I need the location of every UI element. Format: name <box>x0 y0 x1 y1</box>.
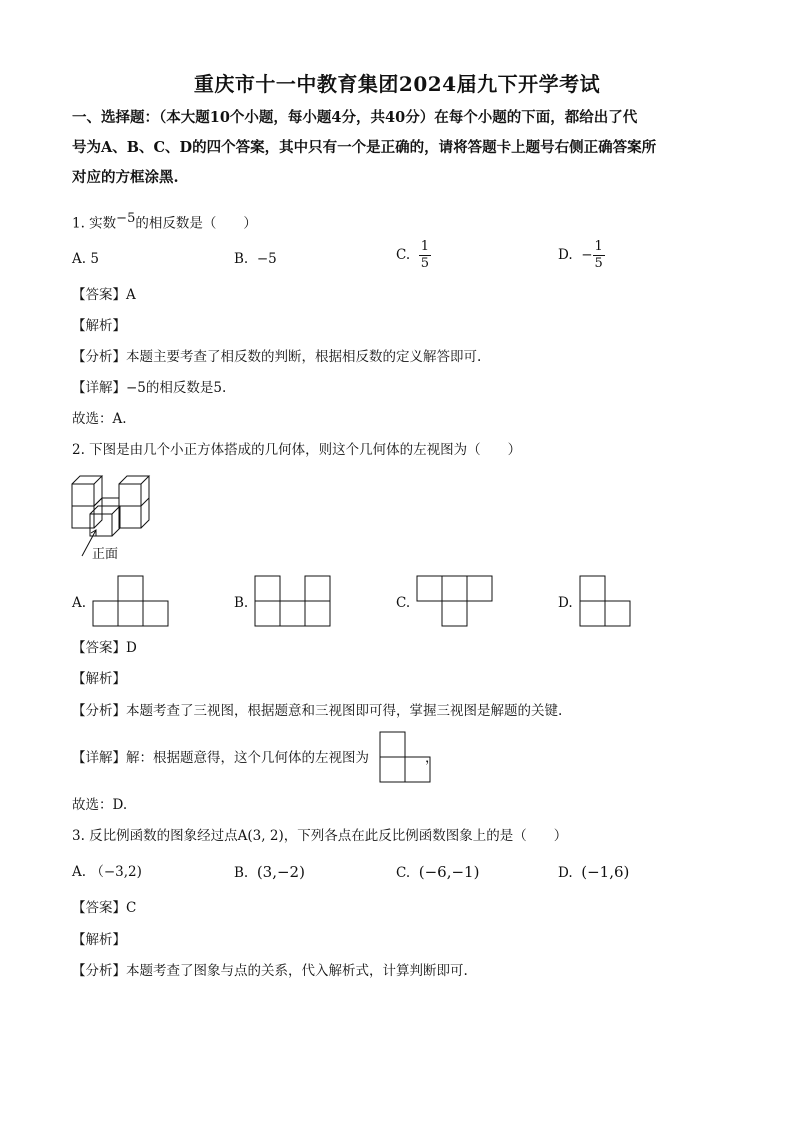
q3-analysis-label: 【解析】 <box>72 932 126 948</box>
q1-fenxi: 【分析】本题主要考查了相反数的判断，根据相反数的定义解答即可. <box>72 349 482 365</box>
q2-xiangjie-post: ， <box>425 750 439 766</box>
q1-xiangjie: 【详解】−5的相反数是5. <box>72 380 227 396</box>
q1-stem <box>72 209 257 234</box>
q3-option-d-label: D. <box>558 865 573 881</box>
view-b-drawing <box>254 575 334 627</box>
section-heading-line2: 号为A、B、C、D的四个答案，其中只有一个是正确的，请将答题卡上题号右侧正确答案所 <box>72 139 657 156</box>
left-view-drawing <box>379 731 435 783</box>
section-heading-line3: 对应的方框涂黑. <box>72 169 179 186</box>
q3-fenxi: 【分析】本题考查了图象与点的关系，代入解析式，计算判断即可. <box>72 963 468 979</box>
q1-option-a: A. 5 <box>72 251 99 267</box>
view-c-drawing <box>416 575 496 627</box>
q2-option-b-label: B. <box>234 595 249 611</box>
q1-option-c <box>396 239 431 272</box>
q3-option-b-label: B. <box>234 865 249 881</box>
q2-fenxi: 【分析】本题考查了三视图，根据题意和三视图即可得，掌握三视图是解题的关键. <box>72 703 563 719</box>
q1-analysis-label: 【解析】 <box>72 318 126 334</box>
fraction-numerator: 1 <box>420 239 430 254</box>
q1-option-d-label: D. <box>558 247 573 263</box>
q2-option-a-figure <box>92 575 172 627</box>
q1-option-b <box>234 249 277 269</box>
q2-choice: 故选：D. <box>72 797 128 813</box>
q2-answer: 【答案】D <box>72 640 137 656</box>
fraction-denominator: 5 <box>420 256 430 271</box>
q2-xiangjie-pre: 【详解】解：根据题意得，这个几何体的左视图为 <box>72 750 369 766</box>
q2-front-label: 正面 <box>92 547 119 562</box>
q1-option-d-fraction <box>593 239 605 272</box>
q3-option-c-value: (−6,−1) <box>418 863 480 881</box>
q3-option-a: A. （−3,2) <box>72 864 142 880</box>
q2-xiangjie-figure <box>379 731 435 783</box>
q1-option-c-label: C. <box>396 247 411 263</box>
q3-option-d-value: (−1,6) <box>581 863 630 881</box>
q1-option-d-sign: − <box>581 247 593 263</box>
q1-stem-pre: 1. 实数 <box>72 215 117 232</box>
q3-option-d <box>558 862 629 883</box>
q3-stem: 3. 反比例函数的图象经过点A(3, 2)，下列各点在此反比例函数图象上的是（ ） <box>72 828 568 844</box>
q1-answer: 【答案】A <box>72 287 136 303</box>
q1-option-d <box>558 239 605 272</box>
fraction-numerator: 1 <box>594 239 603 254</box>
fraction-denominator: 5 <box>594 256 603 271</box>
view-d-drawing <box>579 575 635 627</box>
section-heading-line1: 一、选择题：（本大题10个小题，每小题4分，共40分）在每个小题的下面，都给出了代 <box>72 109 638 126</box>
q2-option-c-figure <box>416 575 496 627</box>
q3-option-c <box>396 862 479 883</box>
q3-option-b <box>234 862 305 883</box>
q2-stem: 2. 下图是由几个小正方体搭成的几何体，则这个几何体的左视图为（ ） <box>72 442 522 458</box>
q1-choice: 故选：A. <box>72 411 127 427</box>
q3-option-b-value: (3,−2) <box>256 863 305 881</box>
view-a-drawing <box>92 575 172 627</box>
q1-stem-post: 的相反数是（ ） <box>135 215 257 232</box>
q2-option-a-label: A. <box>72 595 87 611</box>
q3-answer: 【答案】C <box>72 900 137 916</box>
q1-option-b-value: −5 <box>256 251 277 267</box>
q1-option-c-fraction <box>419 239 431 272</box>
q2-option-b-figure <box>254 575 334 627</box>
q3-option-c-label: C. <box>396 865 411 881</box>
q1-stem-number: −5 <box>116 211 136 226</box>
q2-option-c-label: C. <box>396 595 411 611</box>
q1-option-b-label: B. <box>234 251 249 267</box>
q2-option-d-label: D. <box>558 595 573 611</box>
q2-analysis-label: 【解析】 <box>72 671 126 687</box>
q2-option-d-figure <box>579 575 635 627</box>
page-title: 重庆市十一中教育集团2024届九下开学考试 <box>193 72 601 96</box>
